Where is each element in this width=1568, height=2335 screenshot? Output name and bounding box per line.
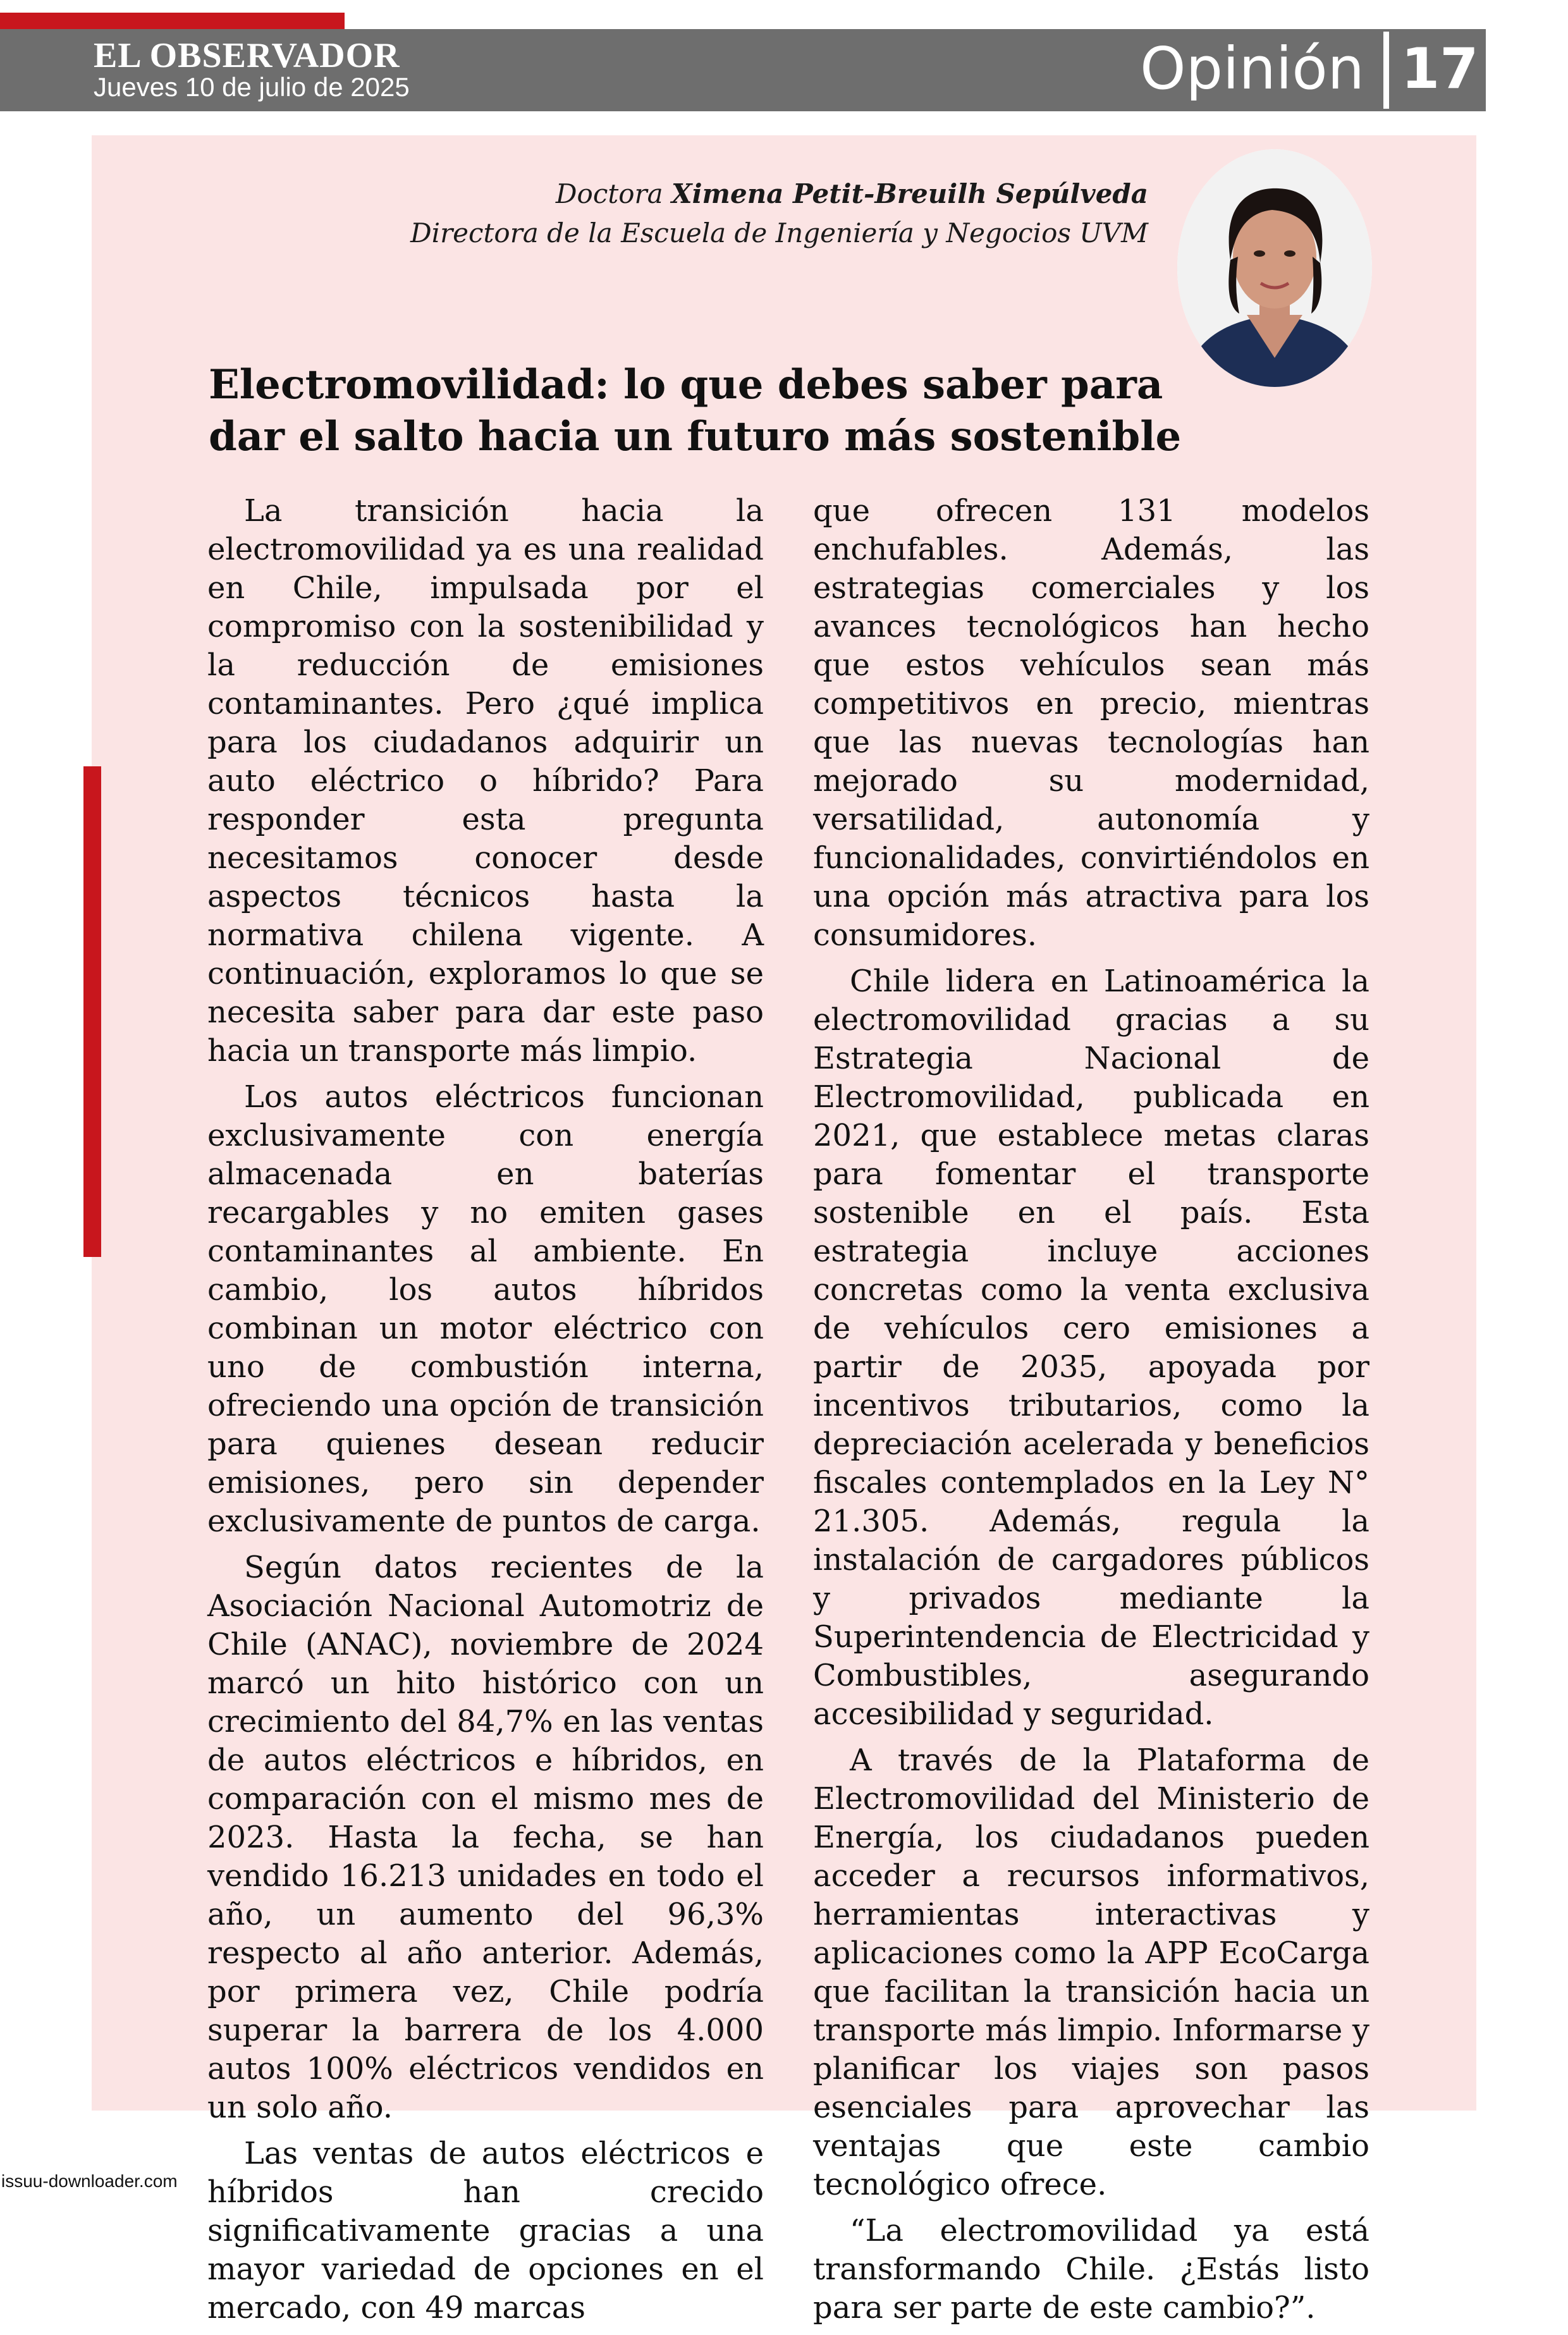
- author-photo: [1177, 149, 1372, 387]
- paragraph-continuation: que ofrecen 131 modelos enchufables. Además, las estrategias comerciales y los avances tecnológicos han hecho que estos vehículos sean más competitivos en precio, mientras que las nuevas tecnologías han mejorado su modernidad, versatilidad, autonomía y funcionalidades, convirtiéndolos en una opción más atractiva para los consumidores.: [813, 493, 1369, 953]
- headline-line-1: Electromovilidad: lo que debes saber para: [209, 361, 1163, 408]
- paragraph: Chile lidera en Latinoamérica la electromovilidad gracias a su Estrategia Nacional de Electromovilidad, publicada en 2021, que establece metas claras para fomentar el transporte sostenible en el país. Esta estrategia incluye acciones concretas como la venta exclusiva de vehículos cero emisiones a partir de 2035, apoyada por incentivos tributarios, como la depreciación acelerada y beneficios fiscales contemplados en la Ley N° 21.305. Además, regula la instalación de cargadores públicos y privados mediante la Superintendencia de Electricidad y Combustibles, asegurando accesibilidad y seguridad.: [813, 964, 1369, 1732]
- article-column-2: [813, 492, 1369, 2335]
- top-accent-bar: [0, 13, 345, 29]
- author-byline: [410, 175, 1148, 253]
- source-watermark: issuu-downloader.com: [1, 2171, 178, 2191]
- side-accent-bar: [83, 766, 101, 1257]
- publication-date: Jueves 10 de julio de 2025: [94, 72, 410, 102]
- author-role: Directora de la Escuela de Ingeniería y Negocios UVM: [410, 218, 1148, 248]
- headline-line-2: dar el salto hacia un futuro más sostenible: [209, 413, 1182, 460]
- header-divider: [1383, 32, 1389, 109]
- author-name-line: [410, 175, 1148, 214]
- article-headline: [209, 359, 1378, 463]
- closing-quote: “La electromovilidad ya está transformando Chile. ¿Estás listo para ser parte de este cambio?”.: [813, 2213, 1369, 2326]
- paragraph: Las ventas de autos eléctricos e híbridos han crecido significativamente gracias a una mayor variedad de opciones en el mercado, con 49 marcas: [207, 2136, 764, 2326]
- section-title: Opinión: [1140, 35, 1364, 102]
- paragraph: La transición hacia la electromovilidad ya es una realidad en Chile, impulsada por el compromiso con la sostenibilidad y la reducción de emisiones contaminantes. Pero ¿qué implica para los ciudadanos adquirir un auto eléctrico o híbrido? Para responder esta pregunta necesitamos conocer desde aspectos técnicos hasta la normativa chilena vigente. A continuación, exploramos lo que se necesita saber para dar este paso hacia un transporte más limpio.: [207, 493, 764, 1069]
- page-number: 17: [1401, 36, 1479, 101]
- paragraph: Según datos recientes de la Asociación Nacional Automotriz de Chile (ANAC), noviembre de 2024 marcó un hito histórico con un crecimiento del 84,7% en las ventas de autos eléctricos e híbridos, en comparación con el mismo mes de 2023. Hasta la fecha, se han vendido 16.213 unidades en todo el año, un aumento del 96,3% respecto al año anterior. Además, por primera vez, Chile podría superar la barrera de los 4.000 autos 100% eléctricos vendidos en un solo año.: [207, 1550, 764, 2125]
- paragraph: A través de la Plataforma de Electromovilidad del Ministerio de Energía, los ciudadanos pueden acceder a recursos informativos, herramientas interactivas y aplicaciones como la APP EcoCarga que facilitan la transición hacia un transporte más limpio. Informarse y planificar los viajes son pasos esenciales para aprovechar las ventajas que este cambio tecnológico ofrece.: [813, 1743, 1369, 2202]
- publication-name: EL OBSERVADOR: [94, 36, 400, 75]
- article-column-1: [207, 492, 764, 2335]
- paragraph: Los autos eléctricos funcionan exclusivamente con energía almacenada en baterías recargables y no emiten gases contaminantes al ambiente. En cambio, los autos híbridos combinan un motor eléctrico con uno de combustión interna, ofreciendo una opción de transición para quienes desean reducir emisiones, pero sin depender exclusivamente de puntos de carga.: [207, 1079, 764, 1539]
- author-portrait-image: [1177, 149, 1372, 387]
- author-name: Ximena Petit-Breuilh Sepúlveda: [671, 178, 1148, 209]
- author-title-prefix: Doctora: [555, 178, 663, 209]
